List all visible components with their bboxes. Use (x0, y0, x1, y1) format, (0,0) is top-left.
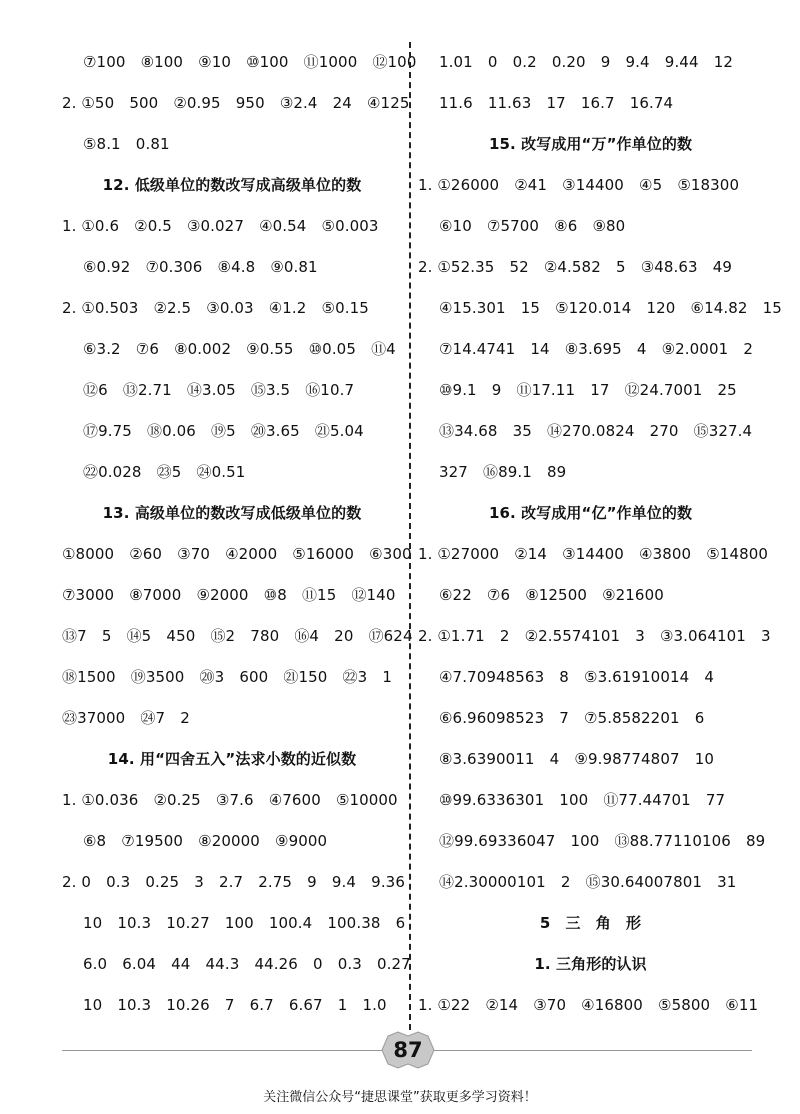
answer-line: ⑰9.75 ⑱0.06 ⑲5 ⑳3.65 ㉑5.04 (83, 422, 364, 440)
answer-line: ⑬34.68 35 ⑭270.0824 270 ⑮327.4 (439, 422, 753, 440)
section-heading: 13. 高级单位的数改写成低级单位的数 (102, 504, 362, 522)
answer-line: 2. ①52.35 52 ②4.582 5 ③48.63 49 (418, 258, 733, 276)
answer-line: ⑥0.92 ⑦0.306 ⑧4.8 ⑨0.81 (83, 258, 318, 276)
answer-line: ⑦3000 ⑧7000 ⑨2000 ⑩8 ⑪15 ⑫140 (62, 586, 396, 604)
answer-line: ⑫6 ⑬2.71 ⑭3.05 ⑮3.5 ⑯10.7 (83, 381, 355, 399)
answer-line: 327 ⑯89.1 89 (439, 463, 567, 481)
footer-note: 关注微信公众号“捷思课堂”获取更多学习资料！ (263, 1090, 537, 1105)
section-heading: 16. 改写成用“亿”作单位的数 (488, 504, 693, 522)
left-column (62, 42, 417, 1026)
section-heading: 14. 用“四舍五入”法求小数的近似数 (107, 750, 357, 768)
section-heading: 1. 三角形的认识 (534, 955, 647, 973)
section-heading: 12. 低级单位的数改写成高级单位的数 (102, 176, 362, 194)
answer-line: ⑬7 5 ⑭5 450 ⑮2 780 ⑯4 20 ⑰624 (62, 627, 413, 645)
answer-line: 1. ①26000 ②41 ③14400 ④5 ⑤18300 (418, 176, 740, 194)
answer-line: ⑭2.30000101 2 ⑮30.64007801 31 (439, 873, 737, 891)
answer-line: ⑩9.1 9 ⑪17.11 17 ⑫24.7001 25 (439, 381, 737, 399)
section-heading: 15. 改写成用“万”作单位的数 (488, 135, 693, 153)
answer-line: ⑥6.96098523 7 ⑦5.8582201 6 (439, 709, 705, 727)
answer-line: ⑥8 ⑦19500 ⑧20000 ⑨9000 (83, 832, 328, 850)
answer-line: 1. ①27000 ②14 ③14400 ④3800 ⑤14800 (418, 545, 769, 563)
answer-line: ㉓37000 ㉔7 2 (62, 709, 190, 727)
answer-line: ⑧3.6390011 4 ⑨9.98774807 10 (439, 750, 714, 768)
answer-line: 1.01 0 0.2 0.20 9 9.4 9.44 12 (439, 53, 733, 71)
column-divider (409, 42, 411, 1030)
answer-line: 10 10.3 10.26 7 6.7 6.67 1 1.0 (83, 996, 387, 1014)
answer-line: ④7.70948563 8 ⑤3.61910014 4 (439, 668, 714, 686)
answer-line: 2. ①1.71 2 ②2.5574101 3 ③3.064101 3 (418, 627, 771, 645)
answer-line: ①8000 ②60 ③70 ④2000 ⑤16000 ⑥300 (62, 545, 412, 563)
answer-line: ⑦100 ⑧100 ⑨10 ⑩100 ⑪1000 ⑫100 (83, 53, 417, 71)
answer-line: 11.6 11.63 17 16.7 16.74 (439, 94, 674, 112)
answer-line: ⑥10 ⑦5700 ⑧6 ⑨80 (439, 217, 626, 235)
answer-line: ⑩99.6336301 100 ⑪77.44701 77 (439, 791, 726, 809)
right-column (418, 42, 782, 1026)
answer-line: 2. 0 0.3 0.25 3 2.7 2.75 9 9.4 9.36 (62, 873, 405, 891)
answer-line: 6.0 6.04 44 44.3 44.26 0 0.3 0.27 (83, 955, 411, 973)
answer-line: 1. ①0.6 ②0.5 ③0.027 ④0.54 ⑤0.003 (62, 217, 379, 235)
answer-line: 1. ①0.036 ②0.25 ③7.6 ④7600 ⑤10000 (62, 791, 398, 809)
answer-line: ⑫99.69336047 100 ⑬88.77110106 89 (439, 832, 766, 850)
answer-line: 1. ①22 ②14 ③70 ④16800 ⑤5800 ⑥11 (418, 996, 759, 1014)
page-number: 87 (393, 1038, 423, 1062)
answer-line: 2. ①50 500 ②0.95 950 ③2.4 24 ④125 (62, 94, 410, 112)
section-heading: 5 三 角 形 (539, 914, 642, 932)
answer-line: ⑥3.2 ⑦6 ⑧0.002 ⑨0.55 ⑩0.05 ⑪4 (83, 340, 396, 358)
answer-line: 2. ①0.503 ②2.5 ③0.03 ④1.2 ⑤0.15 (62, 299, 369, 317)
answer-line: ⑥22 ⑦6 ⑧12500 ⑨21600 (439, 586, 664, 604)
answer-line: 10 10.3 10.27 100 100.4 100.38 6 (83, 914, 406, 932)
answer-line: ④15.301 15 ⑤120.014 120 ⑥14.82 15 (439, 299, 782, 317)
answer-line: ⑦14.4741 14 ⑧3.695 4 ⑨2.0001 2 (439, 340, 753, 358)
answer-line: ⑱1500 ⑲3500 ⑳3 600 ㉑150 ㉒3 1 (62, 668, 393, 686)
answer-line: ㉒0.028 ㉓5 ㉔0.51 (83, 463, 246, 481)
answer-line: ⑤8.1 0.81 (83, 135, 170, 153)
